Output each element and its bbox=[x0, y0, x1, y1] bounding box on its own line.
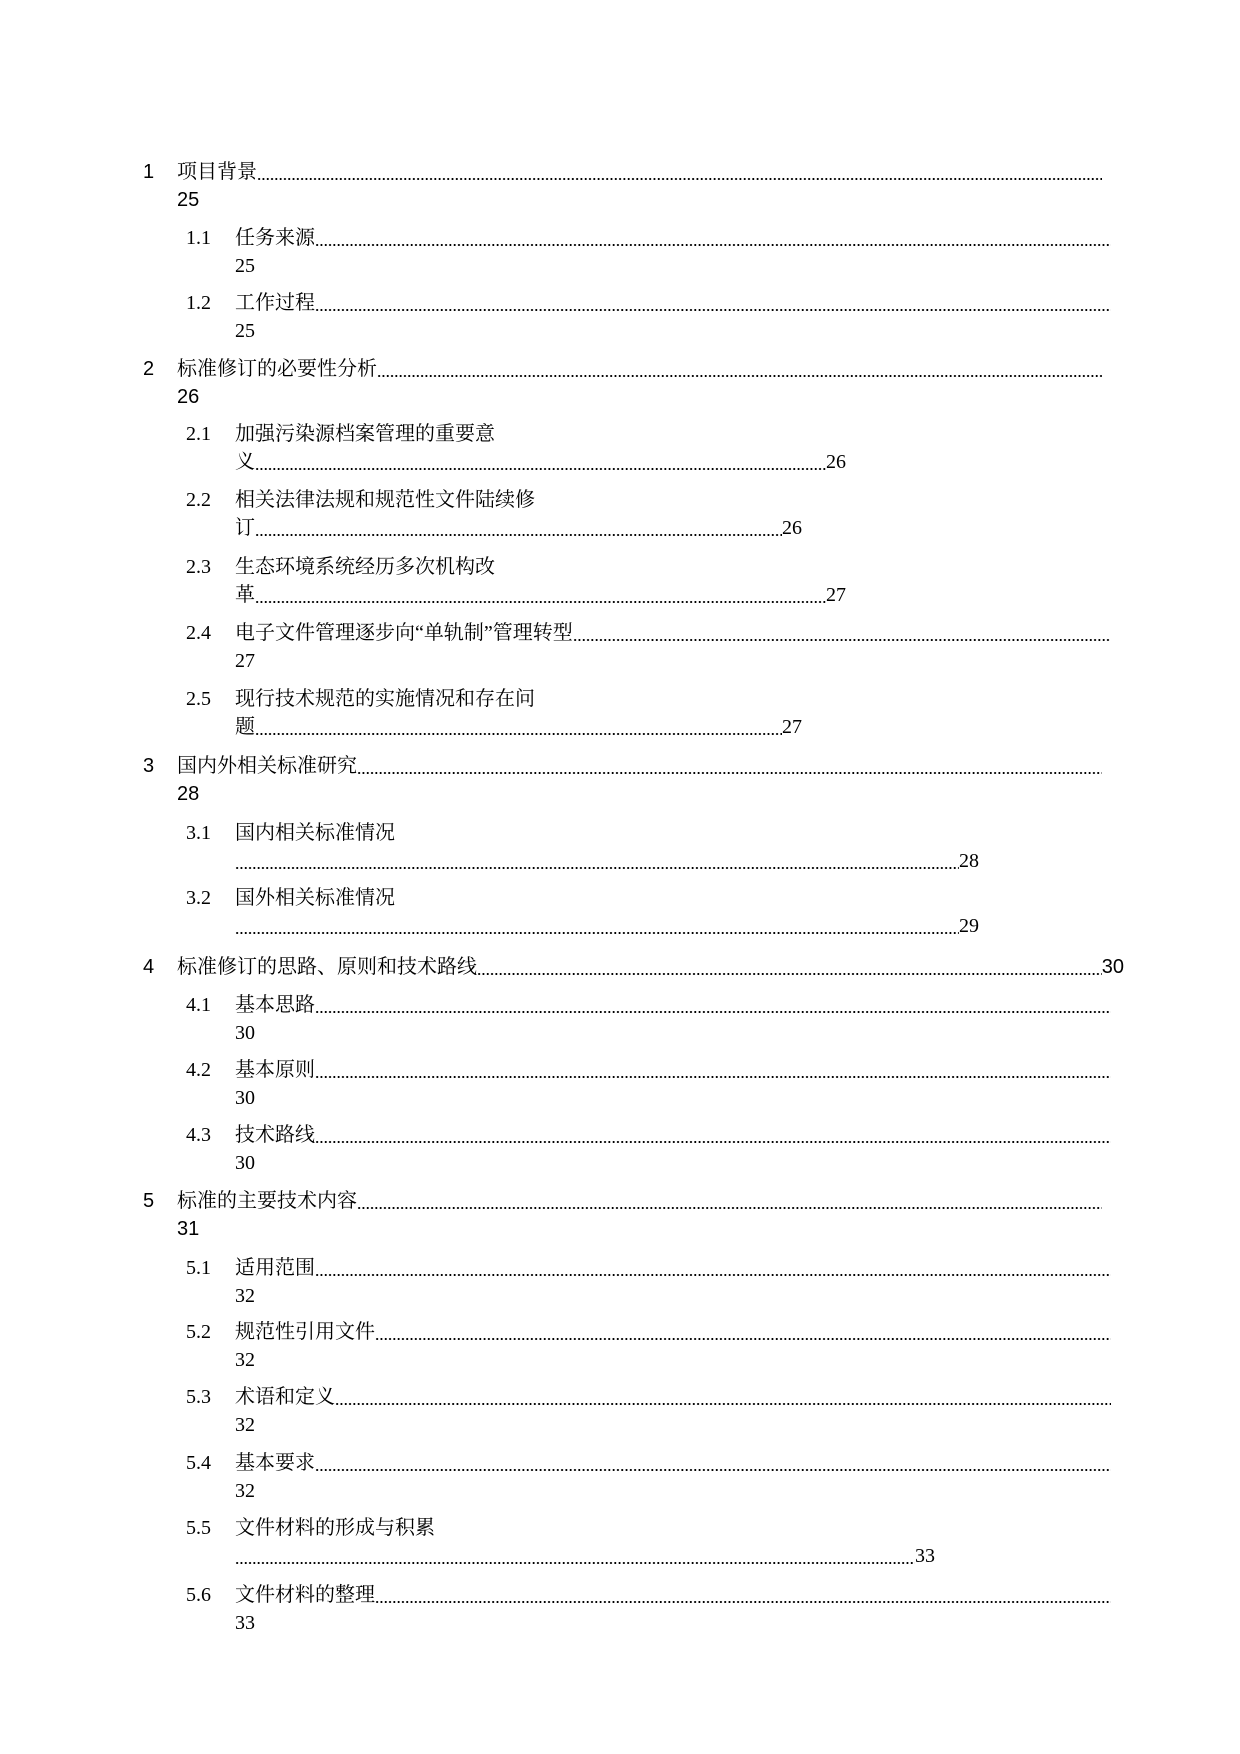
toc-entry-title: 文件材料的形成与积累 bbox=[235, 1517, 435, 1539]
dot-leader bbox=[255, 716, 782, 736]
toc-entry-number: 3.1 bbox=[186, 822, 211, 844]
toc-entry-page: 27 bbox=[826, 584, 846, 606]
toc-line bbox=[235, 1449, 1111, 1477]
toc-line bbox=[235, 884, 395, 912]
toc-entry-title: 标准修订的必要性分析 bbox=[177, 358, 377, 380]
toc-entry-number: 1.1 bbox=[186, 227, 211, 249]
toc-entry-title: 文件材料的整理 bbox=[235, 1584, 375, 1606]
toc-line bbox=[177, 1215, 199, 1243]
toc-entry-page: 30 bbox=[235, 1087, 255, 1109]
dot-leader bbox=[315, 1257, 1111, 1277]
toc-entry-page: 31 bbox=[177, 1218, 200, 1240]
toc-line bbox=[177, 383, 199, 411]
toc-entry-title-continued: 义 bbox=[235, 451, 255, 473]
toc-entry-page: 26 bbox=[826, 451, 846, 473]
toc-entry-number: 4.3 bbox=[186, 1124, 211, 1146]
toc-line bbox=[235, 1149, 255, 1177]
toc-entry-number: 4.2 bbox=[186, 1059, 211, 1081]
toc-entry-title-continued: 革 bbox=[235, 584, 255, 606]
toc-line bbox=[235, 912, 979, 940]
toc-entry-page: 33 bbox=[235, 1612, 255, 1634]
toc-line bbox=[235, 448, 846, 476]
toc-line bbox=[177, 158, 1102, 186]
dot-leader bbox=[255, 517, 782, 537]
toc-entry-title: 工作过程 bbox=[235, 292, 315, 314]
toc-entry-number: 1.2 bbox=[186, 292, 211, 314]
toc-entry-number: 2.3 bbox=[186, 556, 211, 578]
toc-entry-title: 基本原则 bbox=[235, 1059, 315, 1081]
toc-entry-title: 任务来源 bbox=[235, 227, 315, 249]
toc-entry-number: 2.5 bbox=[186, 688, 211, 710]
toc-line bbox=[235, 581, 846, 609]
toc-entry-page: 27 bbox=[235, 650, 255, 672]
toc-entry-number: 5.1 bbox=[186, 1257, 211, 1279]
toc-entry-page: 33 bbox=[915, 1545, 935, 1567]
toc-entry-number: 5.2 bbox=[186, 1321, 211, 1343]
toc-line bbox=[235, 1542, 935, 1570]
toc-entry-number: 2 bbox=[143, 358, 155, 380]
toc-line bbox=[235, 1609, 255, 1637]
toc-line bbox=[235, 1282, 255, 1310]
toc-line bbox=[235, 1084, 255, 1112]
dot-leader bbox=[235, 850, 959, 870]
toc-entry-title: 适用范围 bbox=[235, 1257, 315, 1279]
toc-entry-title: 国内外相关标准研究 bbox=[177, 755, 357, 777]
toc-line bbox=[235, 847, 979, 875]
toc-entry-number: 4 bbox=[143, 956, 155, 978]
toc-line bbox=[235, 1346, 255, 1374]
toc-entry-page: 32 bbox=[235, 1480, 255, 1502]
toc-line bbox=[177, 953, 1124, 981]
toc-entry-page: 32 bbox=[235, 1414, 255, 1436]
toc-line bbox=[235, 514, 802, 542]
toc-entry-page: 30 bbox=[235, 1152, 255, 1174]
toc-line bbox=[235, 1514, 435, 1542]
toc-line bbox=[177, 186, 199, 214]
toc-entry-page: 25 bbox=[235, 320, 255, 342]
toc-line bbox=[235, 289, 1111, 317]
toc-entry-title: 标准修订的思路、原则和技术路线 bbox=[177, 956, 477, 978]
toc-entry-title: 生态环境系统经历多次机构改 bbox=[235, 556, 495, 578]
toc-line bbox=[235, 1477, 255, 1505]
dot-leader bbox=[315, 1059, 1111, 1079]
toc-line bbox=[177, 780, 199, 808]
toc-entry-title: 标准的主要技术内容 bbox=[177, 1190, 357, 1212]
toc-line bbox=[235, 1019, 255, 1047]
toc-line bbox=[235, 619, 1111, 647]
toc-entry-page: 32 bbox=[235, 1349, 255, 1371]
toc-entry-title: 技术路线 bbox=[235, 1124, 315, 1146]
toc-entry-page: 26 bbox=[782, 517, 802, 539]
toc-entry-title: 加强污染源档案管理的重要意 bbox=[235, 423, 495, 445]
toc-entry-page: 25 bbox=[177, 189, 200, 211]
toc-line bbox=[235, 486, 535, 514]
dot-leader bbox=[573, 622, 1111, 642]
toc-entry-number: 5.5 bbox=[186, 1517, 211, 1539]
toc-entry-page: 27 bbox=[782, 716, 802, 738]
toc-line bbox=[235, 1383, 1111, 1411]
toc-line bbox=[235, 252, 255, 280]
toc-line bbox=[177, 355, 1102, 383]
toc-entry-title: 基本思路 bbox=[235, 994, 315, 1016]
dot-leader bbox=[257, 161, 1102, 181]
toc-line bbox=[235, 553, 495, 581]
toc-line bbox=[235, 317, 255, 345]
toc-line bbox=[235, 1318, 1111, 1346]
toc-line bbox=[235, 685, 535, 713]
toc-entry-number: 2.1 bbox=[186, 423, 211, 445]
toc-line bbox=[235, 224, 1111, 252]
toc-line bbox=[177, 1187, 1102, 1215]
dot-leader bbox=[255, 584, 826, 604]
toc-entry-page: 28 bbox=[177, 783, 200, 805]
toc-line bbox=[235, 1411, 255, 1439]
toc-entry-title: 现行技术规范的实施情况和存在问 bbox=[235, 688, 535, 710]
toc-entry-title: 术语和定义 bbox=[235, 1386, 335, 1408]
dot-leader bbox=[315, 994, 1111, 1014]
dot-leader bbox=[315, 292, 1111, 312]
toc-entry-number: 5.6 bbox=[186, 1584, 211, 1606]
toc-entry-page: 30 bbox=[235, 1022, 255, 1044]
dot-leader bbox=[315, 227, 1111, 247]
toc-entry-title: 规范性引用文件 bbox=[235, 1321, 375, 1343]
toc-line bbox=[235, 647, 255, 675]
toc-line bbox=[235, 1056, 1111, 1084]
toc-entry-number: 2.2 bbox=[186, 489, 211, 511]
dot-leader bbox=[477, 956, 1102, 976]
toc-entry-title-continued: 题 bbox=[235, 716, 255, 738]
dot-leader bbox=[315, 1452, 1111, 1472]
dot-leader bbox=[335, 1386, 1111, 1406]
toc-line bbox=[177, 752, 1102, 780]
toc-entry-title-continued: 订 bbox=[235, 517, 255, 539]
toc-entry-number: 3 bbox=[143, 755, 155, 777]
dot-leader bbox=[235, 1545, 915, 1565]
dot-leader bbox=[375, 1584, 1111, 1604]
toc-entry-number: 5 bbox=[143, 1190, 155, 1212]
toc-line bbox=[235, 420, 495, 448]
toc-entry-number: 3.2 bbox=[186, 887, 211, 909]
toc-entry-number: 2.4 bbox=[186, 622, 211, 644]
toc-entry-title: 基本要求 bbox=[235, 1452, 315, 1474]
dot-leader bbox=[357, 1190, 1102, 1210]
toc-entry-page: 29 bbox=[959, 915, 979, 937]
toc-entry-title: 国外相关标准情况 bbox=[235, 887, 395, 909]
toc-entry-number: 5.4 bbox=[186, 1452, 211, 1474]
toc-entry-page: 28 bbox=[959, 850, 979, 872]
dot-leader bbox=[315, 1124, 1111, 1144]
toc-entry-title: 相关法律法规和规范性文件陆续修 bbox=[235, 489, 535, 511]
toc-entry-page: 32 bbox=[235, 1285, 255, 1307]
dot-leader bbox=[375, 1321, 1111, 1341]
toc-entry-page: 25 bbox=[235, 255, 255, 277]
toc-line bbox=[235, 819, 395, 847]
dot-leader bbox=[357, 755, 1102, 775]
dot-leader bbox=[377, 358, 1102, 378]
toc-entry-page: 26 bbox=[177, 386, 200, 408]
toc-entry-number: 4.1 bbox=[186, 994, 211, 1016]
toc-entry-title: 项目背景 bbox=[177, 161, 257, 183]
toc-line bbox=[235, 1254, 1111, 1282]
toc-line bbox=[235, 1121, 1111, 1149]
toc-line bbox=[235, 713, 802, 741]
dot-leader bbox=[255, 451, 826, 471]
dot-leader bbox=[235, 915, 959, 935]
toc-entry-title: 电子文件管理逐步向“单轨制”管理转型 bbox=[235, 622, 573, 644]
toc-line bbox=[235, 991, 1111, 1019]
toc-entry-page: 30 bbox=[1101, 956, 1124, 978]
toc-line bbox=[235, 1581, 1111, 1609]
toc-entry-number: 1 bbox=[143, 161, 155, 183]
toc-entry-number: 5.3 bbox=[186, 1386, 211, 1408]
toc-entry-title: 国内相关标准情况 bbox=[235, 822, 395, 844]
